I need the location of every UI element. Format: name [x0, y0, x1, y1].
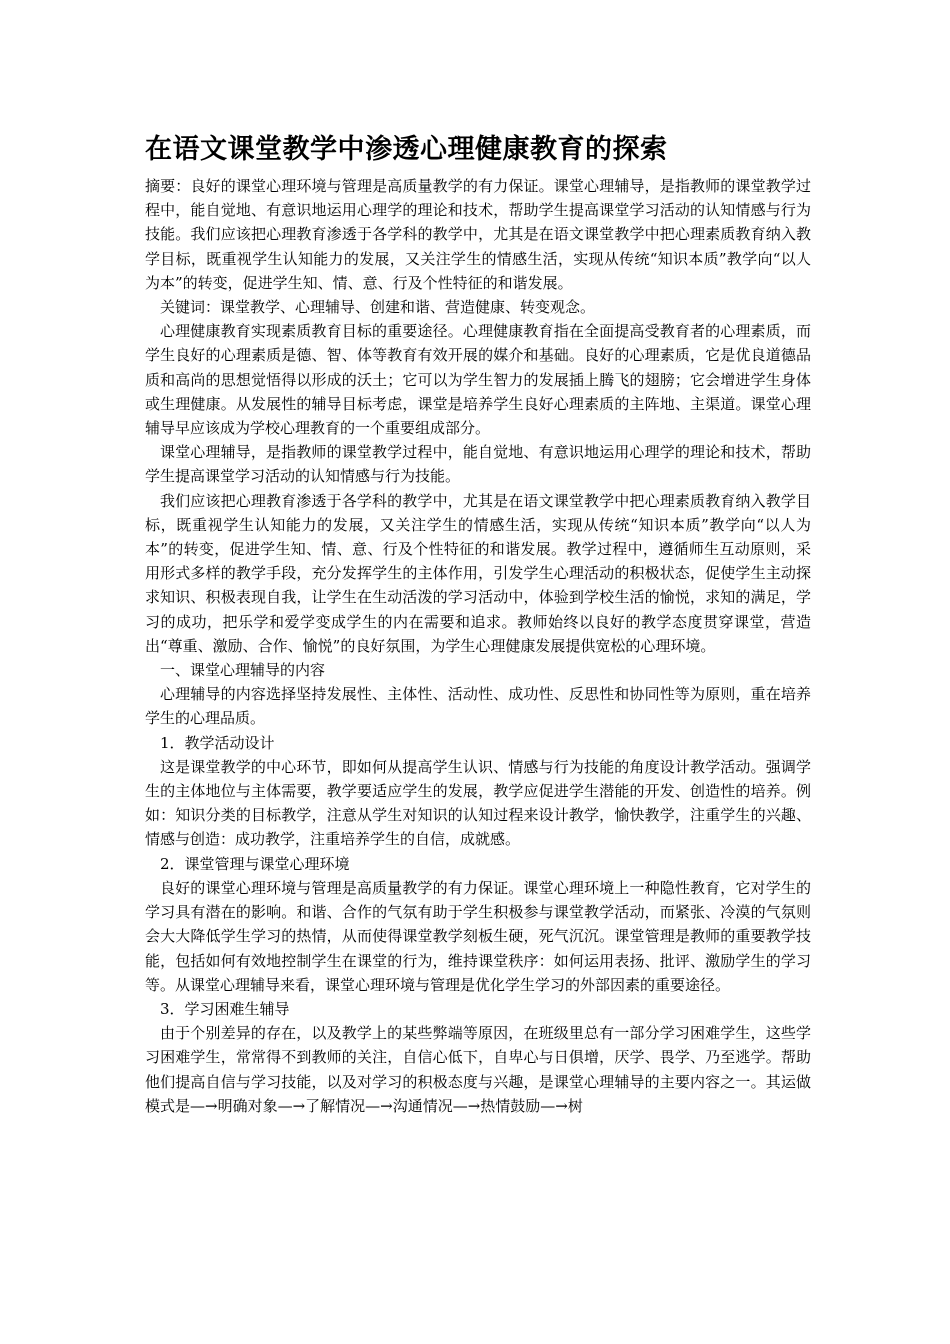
subsection-3-heading: 3．学习困难生辅导	[160, 999, 290, 1018]
subsection-3-text: 由于个别差异的存在，以及教学上的某些弊端等原因，在班级里总有一部分学习困难学生，这些学习困难学生，常常得不到教师的关注，自信心低下，自卑心与日俱增，厌学、畏学、乃至逃学。帮助他们提高自信与学习技能，以及对学习的积极态度与兴趣，是课堂心理辅导的主要内容之一。其运做模式是—→明确对象—→了解情况—→沟通情况—→热情鼓励—→树	[145, 1024, 811, 1115]
section-1-intro: 心理辅导的内容选择坚持发展性、主体性、活动性、成功性、反思性和协同性等为原则，重在培养学生的心理品质。	[145, 685, 811, 728]
abstract-paragraph: 摘要：良好的课堂心理环境与管理是高质量教学的有力保证。课堂心理辅导，是指教师的课堂教学过程中，能自觉地、有意识地运用心理学的理论和技术，帮助学生提高课堂学习活动的认知情感与行为技能。我们应该把心理教育渗透于各学科的教学中，尤其是在语文课堂教学中把心理素质教育纳入教学目标，既重视学生认知能力的发展，又关注学生的情感生活，实现从传统“知识本质”教学向“以人为本”的转变，促进学生知、情、意、行及个性特征的和谐发展。	[145, 177, 811, 292]
document-title: 在语文课堂教学中渗透心理健康教育的探索	[145, 134, 668, 165]
body-paragraph-2: 课堂心理辅导，是指教师的课堂教学过程中，能自觉地、有意识地运用心理学的理论和技术，帮助学生提高课堂学习活动的认知情感与行为技能。	[145, 443, 811, 486]
subsection-1-heading: 1．教学活动设计	[160, 733, 275, 752]
keywords-paragraph: 关键词：课堂教学、心理辅导、创建和谐、营造健康、转变观念。	[160, 298, 596, 317]
body-paragraph-3: 我们应该把心理教育渗透于各学科的教学中，尤其是在语文课堂教学中把心理素质教育纳入教学目标，既重视学生认知能力的发展，又关注学生的情感生活，实现从传统“知识本质”教学向“以人为本”的转变，促进学生知、情、意、行及个性特征的和谐发展。教学过程中，遵循师生互动原则，采用形式多样的教学手段，充分发挥学生的主体作用，引发学生心理活动的积极状态，促使学生主动探求知识、积极表现自我，让学生在生动活泼的学习活动中，体验到学校生活的愉悦，求知的满足，学习的成功，把乐学和爱学变成学生的内在需要和追求。教师始终以良好的教学态度贯穿课堂，营造出“尊重、激励、合作、愉悦”的良好氛围，为学生心理健康发展提供宽松的心理环境。	[145, 491, 811, 655]
body-paragraph-1: 心理健康教育实现素质教育目标的重要途径。心理健康教育指在全面提高受教育者的心理素质，而学生良好的心理素质是德、智、体等教育有效开展的媒介和基础。良好的心理素质，它是优良道德品质和高尚的思想觉悟得以形成的沃土；它可以为学生智力的发展插上腾飞的翅膀；它会增进学生身体或生理健康。从发展性的辅导目标考虑，课堂是培养学生良好心理素质的主阵地、主渠道。课堂心理辅导早应该成为学校心理教育的一个重要组成部分。	[145, 322, 811, 438]
section-1-heading: 一、课堂心理辅导的内容	[160, 661, 326, 680]
subsection-2-heading: 2．课堂管理与课堂心理环境	[160, 854, 350, 873]
subsection-2-text: 良好的课堂心理环境与管理是高质量教学的有力保证。课堂心理环境上一种隐性教育，它对学生的学习具有潜在的影响。和谐、合作的气氛有助于学生积极参与课堂教学活动，而紧张、冷漠的气氛则会大大降低学生学习的热情，从而使得课堂教学刻板生硬，死气沉沉。课堂管理是教师的重要教学技能，包括如何有效地控制学生在课堂的行为，维持课堂秩序：如何运用表扬、批评、激励学生的学习等。从课堂心理辅导来看，课堂心理环境与管理是优化学生学习的外部因素的重要途径。	[145, 878, 811, 994]
subsection-1-text: 这是课堂教学的中心环节，即如何从提高学生认识、情感与行为技能的角度设计教学活动。强调学生的主体地位与主体需要，教学要适应学生的发展，教学应促进学生潜能的开发、创造性的培养。例如：知识分类的目标教学，注意从学生对知识的认知过程来设计教学，愉快教学，注重学生的兴趣、情感与创造：成功教学，注重培养学生的自信，成就感。	[145, 757, 811, 849]
document-page	[145, 130, 811, 1118]
